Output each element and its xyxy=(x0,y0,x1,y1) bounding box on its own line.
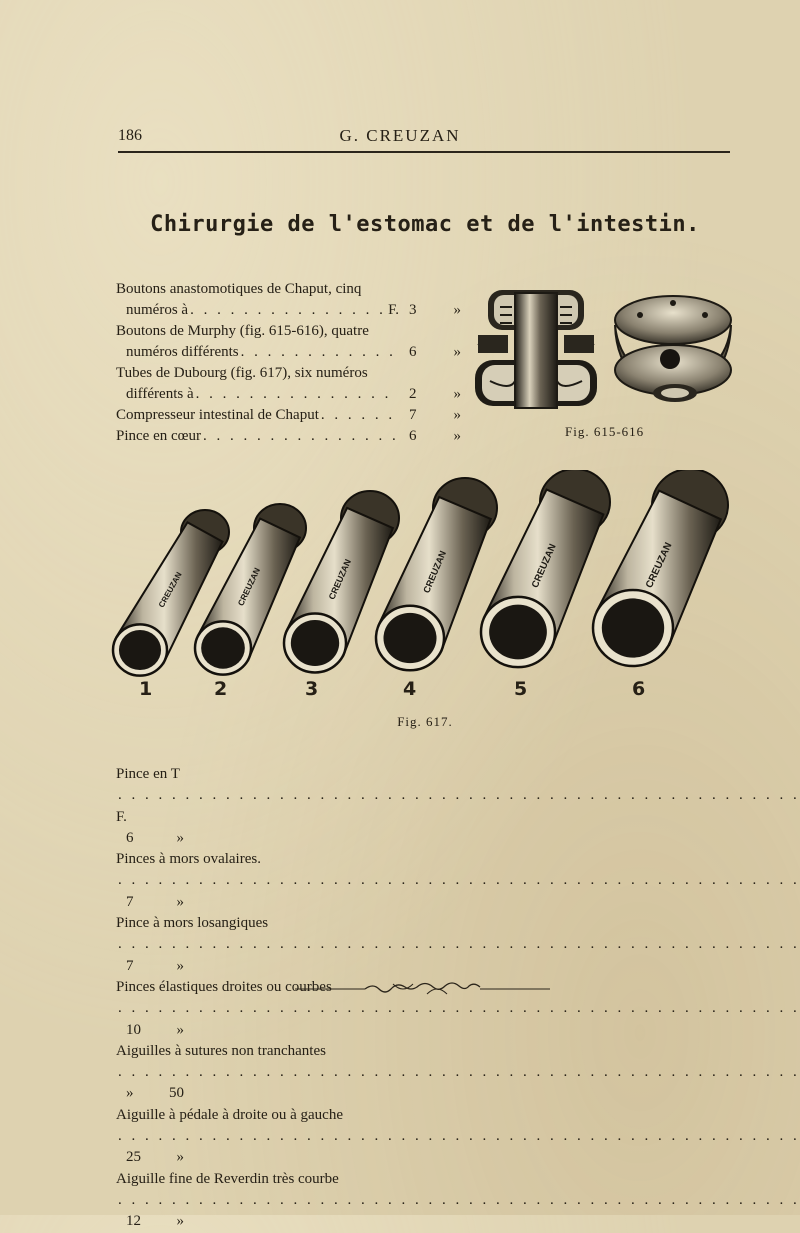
decorative-ornament xyxy=(295,980,550,998)
dot-leader xyxy=(118,1192,800,1208)
tube-size-label: 5 xyxy=(514,678,528,700)
item-price xyxy=(399,300,461,321)
tube-engraving: CREUZAN xyxy=(643,540,675,590)
price-value: » xyxy=(126,1085,134,1102)
item-text: Boutons anastomotiques de Chaput, cinq xyxy=(116,281,362,297)
tube-opening xyxy=(602,598,664,657)
currency-label: F. xyxy=(116,808,127,825)
tube-size-label: 1 xyxy=(139,678,153,700)
dot-leader xyxy=(118,1064,800,1080)
price-unit: » xyxy=(176,829,184,846)
dot-leader xyxy=(118,787,800,803)
item-name: numéros différents xyxy=(126,344,239,360)
tube-size-label: 3 xyxy=(305,678,319,700)
figure-615-caption: Fig. 615-616 xyxy=(565,424,645,439)
list-item xyxy=(116,849,736,913)
price-unit: » xyxy=(176,1021,184,1038)
item-price xyxy=(116,1211,184,1232)
item-price xyxy=(399,384,461,405)
tube-engraving: CREUZAN xyxy=(529,542,559,590)
price-value: 7 xyxy=(126,893,134,910)
price-unit: » xyxy=(176,1213,184,1230)
price-unit: » xyxy=(176,1149,184,1166)
price-unit: » xyxy=(453,428,461,444)
item-line xyxy=(116,384,461,405)
dubourg-tube xyxy=(593,470,728,666)
item-name: numéros à xyxy=(126,302,189,318)
section-title: Chirurgie de l'estomac et de l'intestin. xyxy=(150,212,700,237)
list-item xyxy=(116,1041,736,1105)
item-price xyxy=(116,1147,184,1168)
tube-opening xyxy=(489,605,547,660)
price-value: 7 xyxy=(126,957,134,974)
price-unit: » xyxy=(176,957,184,974)
item-name: Pinces élastiques droites ou courbes xyxy=(116,978,332,995)
item-line xyxy=(116,342,461,363)
item-price xyxy=(399,405,461,426)
currency-label: F. xyxy=(388,302,399,318)
dot-leader xyxy=(190,300,388,321)
item-text: Boutons de Murphy (fig. 615-616), quatre xyxy=(116,323,369,339)
list-item xyxy=(116,363,461,405)
tube-size-label: 4 xyxy=(403,678,417,700)
bottom-price-list xyxy=(116,764,736,1233)
dot-leader xyxy=(118,872,800,888)
dot-leader xyxy=(203,426,399,447)
price-unit: » xyxy=(453,344,461,360)
dot-leader xyxy=(321,405,399,426)
tube-size-label: 2 xyxy=(214,678,228,700)
header-rule xyxy=(118,151,730,153)
tube-size-label: 6 xyxy=(632,678,646,700)
tube-opening xyxy=(383,613,436,663)
item-line xyxy=(116,363,461,384)
price-value: 6 xyxy=(409,428,417,444)
item-name: Aiguilles à sutures non tranchantes xyxy=(116,1042,326,1059)
list-item xyxy=(116,913,736,977)
tube-engraving: CREUZAN xyxy=(235,566,263,608)
running-head: G. CREUZAN xyxy=(339,126,461,145)
price-value: 6 xyxy=(409,344,417,360)
list-item xyxy=(116,426,461,447)
item-line xyxy=(116,321,461,342)
murphy-button-illustration xyxy=(470,285,735,415)
item-price xyxy=(399,426,461,447)
dot-leader xyxy=(118,1128,800,1144)
item-name: différents à xyxy=(126,386,194,402)
dubourg-tube xyxy=(481,470,610,667)
item-price xyxy=(116,1083,184,1104)
top-price-list xyxy=(116,279,461,447)
item-name: Pince à mors losangiques xyxy=(116,915,269,932)
dot-leader xyxy=(196,384,399,405)
tube-engraving: CREUZAN xyxy=(326,557,353,601)
list-item xyxy=(116,764,736,849)
item-price xyxy=(116,1020,184,1041)
price-value: 2 xyxy=(409,386,417,402)
item-line xyxy=(116,426,461,447)
price-value: 6 xyxy=(126,829,134,846)
price-value: 10 xyxy=(126,1021,141,1038)
list-item xyxy=(116,405,461,426)
price-unit: » xyxy=(453,407,461,423)
item-line xyxy=(116,279,461,300)
dot-leader xyxy=(241,342,399,363)
price-unit: 50 xyxy=(169,1085,184,1102)
item-name: Aiguille fine de Reverdin très courbe xyxy=(116,1170,339,1187)
list-item xyxy=(116,279,461,321)
item-price xyxy=(116,956,184,977)
item-line xyxy=(116,300,461,321)
tube-engraving: CREUZAN xyxy=(156,570,184,610)
item-text: Tubes de Dubourg (fig. 617), six numéros xyxy=(116,365,368,381)
price-unit: » xyxy=(176,893,184,910)
item-price xyxy=(116,892,184,913)
item-price xyxy=(116,828,184,849)
price-unit: » xyxy=(453,302,461,318)
item-name: Aiguille à pédale à droite ou à gauche xyxy=(116,1106,343,1123)
page-number: 186 xyxy=(118,127,142,144)
figure-617-caption: Fig. 617. xyxy=(397,714,453,729)
item-name: Pinces à mors ovalaires. xyxy=(116,851,261,868)
list-item xyxy=(116,1105,736,1169)
item-line xyxy=(116,405,461,426)
murphy-button-section xyxy=(475,290,597,408)
murphy-button-exterior xyxy=(615,296,731,402)
item-name: Compresseur intestinal de Chaput xyxy=(116,407,319,423)
list-item xyxy=(116,1169,736,1233)
item-name: Pince en cœur xyxy=(116,428,201,444)
item-name: Pince en T xyxy=(116,766,180,782)
price-value: 12 xyxy=(126,1213,141,1230)
dot-leader xyxy=(118,1000,800,1016)
price-value: 3 xyxy=(409,302,417,318)
list-item xyxy=(116,321,461,363)
price-unit: » xyxy=(453,386,461,402)
price-value: 7 xyxy=(409,407,417,423)
item-price xyxy=(399,342,461,363)
tube-engraving: CREUZAN xyxy=(421,549,449,595)
dot-leader xyxy=(118,936,800,952)
price-value: 25 xyxy=(126,1149,141,1166)
tube-opening xyxy=(291,620,339,666)
tube-opening xyxy=(119,630,161,670)
tube-opening xyxy=(201,627,245,668)
